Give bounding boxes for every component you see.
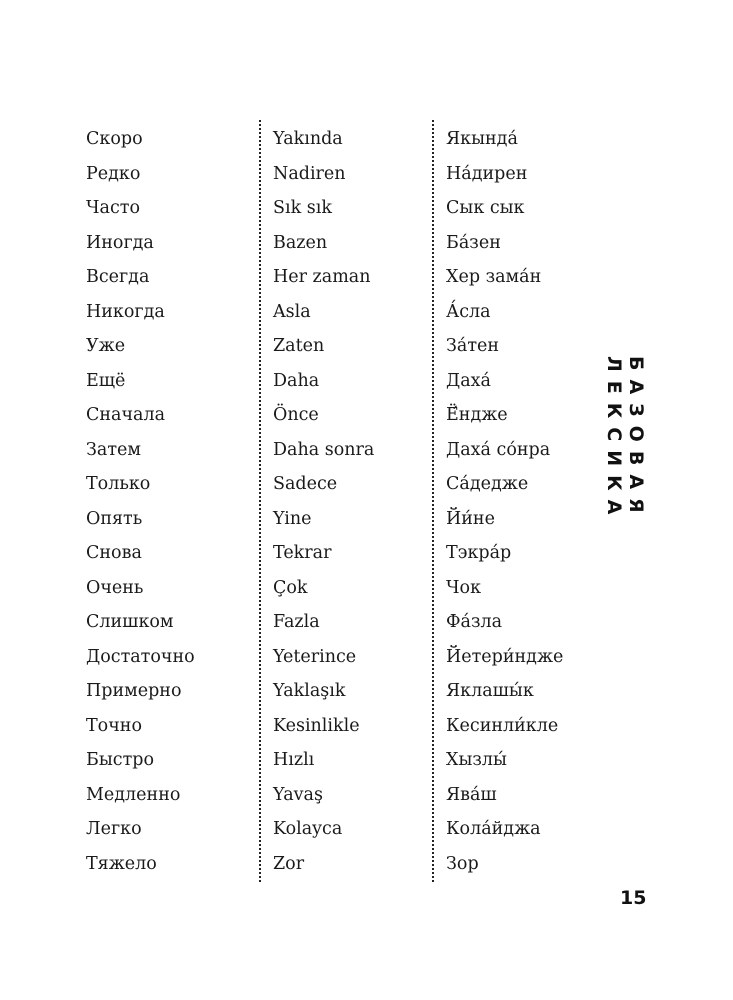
transcription-word: Якында́ (446, 129, 518, 149)
turkish-word: Daha sonra (273, 439, 375, 460)
russian-word: Никогда (86, 301, 165, 322)
transcription-word: Кола́йджа (446, 819, 541, 839)
transcription-word: Ява́ш (446, 784, 497, 805)
transcription-word: Зор (446, 853, 479, 874)
transcription-word: Кесинли́кле (446, 715, 559, 736)
turkish-word: Tekrar (273, 543, 332, 563)
russian-word: Точно (86, 715, 142, 736)
turkish-word: Yakında (273, 129, 343, 149)
turkish-word: Her zaman (273, 267, 371, 287)
turkish-word: Sadece (273, 474, 338, 494)
transcription-word: Тэкра́р (446, 543, 512, 563)
column-divider (432, 120, 434, 882)
turkish-word: Hızlı (273, 750, 315, 770)
turkish-word: Önce (273, 405, 319, 425)
russian-word: Затем (86, 439, 141, 460)
russian-column (86, 120, 256, 882)
transcription-word: Йетери́ндже (446, 646, 564, 667)
russian-word: Снова (86, 543, 142, 563)
russian-word: Достаточно (86, 646, 195, 667)
russian-word: Уже (86, 336, 126, 356)
transcription-word: Яклашы́к (446, 681, 534, 701)
russian-word: Только (86, 474, 151, 494)
russian-word: Редко (86, 163, 141, 184)
transcription-word: Даха́ (446, 370, 491, 391)
transcription-word: За́тен (446, 336, 500, 356)
transcription-word: Хер зама́н (446, 267, 542, 287)
russian-word: Тяжело (86, 853, 157, 874)
russian-word: Часто (86, 198, 140, 218)
transcription-word: А́сла (446, 301, 491, 322)
transcription-word: Фа́зла (446, 612, 503, 632)
russian-word: Легко (86, 819, 142, 839)
turkish-word: Zor (273, 853, 305, 874)
transcription-word: Сык сык (446, 198, 525, 218)
russian-word: Ещё (86, 370, 126, 391)
transcription-word: Са́дедже (446, 474, 529, 494)
russian-word: Очень (86, 577, 144, 598)
turkish-word: Fazla (273, 612, 320, 632)
transcription-word: Йи́не (446, 508, 495, 529)
russian-word: Сначала (86, 405, 166, 425)
transcription-word: Даха́ со́нра (446, 439, 551, 460)
russian-word: Скоро (86, 129, 143, 149)
russian-word: Примерно (86, 681, 182, 701)
russian-word: Опять (86, 508, 143, 529)
turkish-word: Yavaş (273, 784, 323, 805)
turkish-word: Kolayca (273, 819, 343, 839)
turkish-word: Nadiren (273, 163, 346, 184)
turkish-word: Çok (273, 577, 308, 598)
turkish-word: Asla (273, 301, 311, 322)
transcription-word: Ба́зен (446, 232, 501, 253)
turkish-word: Sık sık (273, 198, 332, 218)
russian-word: Слишком (86, 612, 174, 632)
turkish-word: Bazen (273, 232, 328, 253)
transcription-column (446, 120, 606, 882)
section-title: БАЗОВАЯ ЛЕКСИКА (603, 356, 647, 524)
turkish-word: Yeterince (273, 646, 357, 667)
russian-word: Медленно (86, 784, 181, 805)
turkish-column (273, 120, 423, 882)
russian-word: Всегда (86, 267, 150, 287)
turkish-word: Yine (273, 508, 312, 529)
turkish-word: Kesinlikle (273, 715, 360, 736)
transcription-word: Ё́ндже (446, 405, 508, 425)
turkish-word: Yaklaşık (273, 681, 346, 701)
transcription-word: Чок (446, 577, 481, 598)
column-divider (259, 120, 261, 882)
turkish-word: Zaten (273, 336, 325, 356)
transcription-word: На́дирен (446, 163, 528, 184)
russian-word: Иногда (86, 232, 154, 253)
page-number: 15 (620, 887, 647, 909)
russian-word: Быстро (86, 750, 155, 770)
transcription-word: Хызлы́ (446, 750, 507, 770)
turkish-word: Daha (273, 370, 320, 391)
